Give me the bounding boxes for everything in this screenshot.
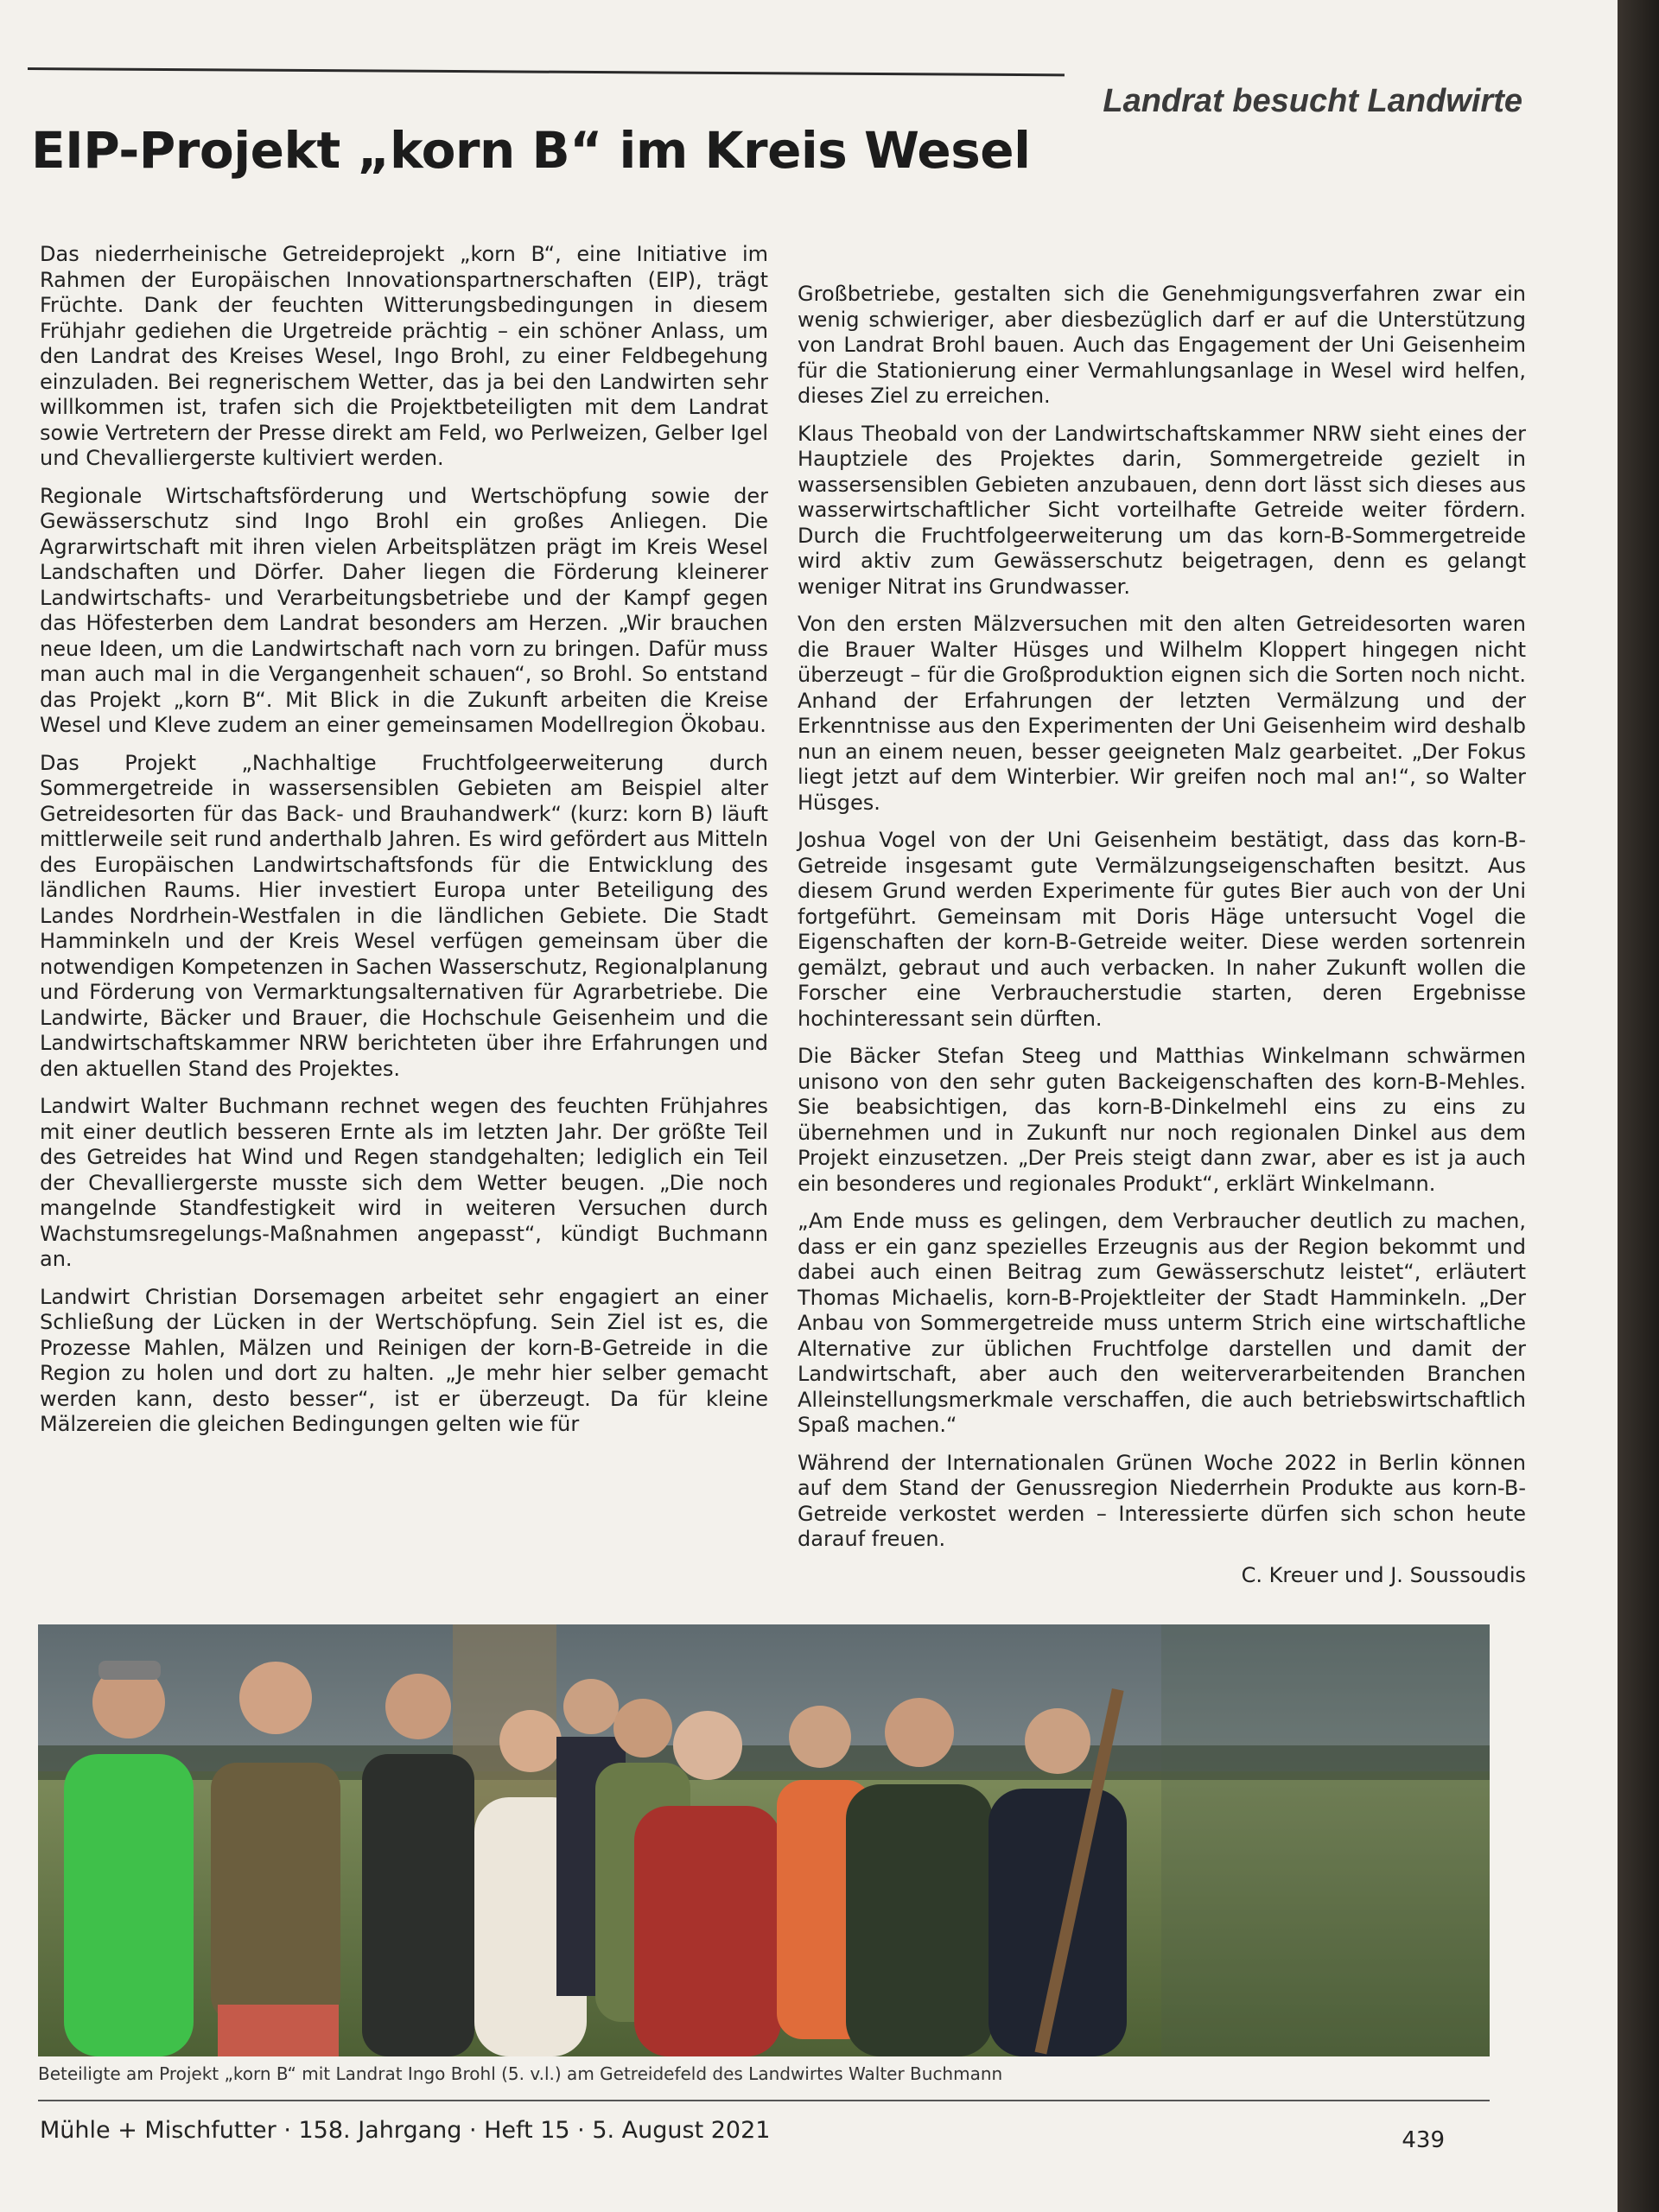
top-rule — [28, 67, 1065, 76]
paragraph: Regionale Wirtschaftsförderung und Wertschöpfung sowie der Gewässerschutz sind Ingo Brohl ein großes Anliegen. Die Agrarwirtschaft mit ihren vielen Arbeitsplätzen prägt im Kreis Wesel Landschaften und Dörfer. Daher liegen die Förderung kleinerer Landwirtschafts- und Verarbeitungsbetriebe und der Kampf gegen das Höfesterben dem Landrat besonders am Herzen. „Wir brauchen neue Ideen, um die Landwirtschaft nach vorn zu bringen. Dafür muss man auch mal in die Vergangenheit schauen“, so Brohl. So entstand das Projekt „korn B“. Mit Blick in die Zukunft arbeiten die Kreise Wesel und Kleve zudem an einer gemeinsamen Modellregion Ökobau. — [40, 483, 768, 737]
footer-rule — [38, 2100, 1490, 2101]
paragraph: Das niederrheinische Getreideprojekt „korn B“, eine Initiative im Rahmen der Europäischen Innovationspartnerschaften (EIP), trägt Früchte. Dank der feuchten Witterungsbedingungen in diesem Frühjahr gediehen die Urgetreide prächtig – ein schöner Anlass, um den Landrat des Kreises Wesel, Ingo Brohl, zu einer Feldbegehung einzuladen. Bei regnerischem Wetter, das ja bei den Landwirten sehr willkommen ist, trafen sich die Projektbeteiligten mit dem Landrat sowie Vertretern der Presse direkt am Feld, wo Perlweizen, Gelber Igel und Chevalliergerste kultiviert werden. — [40, 242, 768, 470]
paragraph: Landwirt Christian Dorsemagen arbeitet sehr engagiert an einer Schließung der Lücken in der Wertschöpfung. Sein Ziel ist es, die Prozesse Mahlen, Mälzen und Reinigen der korn-B-Getreide in die Region zu holen und dort zu halten. „Je mehr hier selber gemacht werden kann, desto besser“, ist er überzeugt. Da für kleine Mälzereien die gleichen Bedingungen gelten wie für — [40, 1284, 768, 1436]
page-edge-shadow — [1618, 0, 1659, 2212]
publication-info: Mühle + Mischfutter · 158. Jahrgang · Heft 15 · 5. August 2021 — [40, 2117, 771, 2144]
article-headline: EIP-Projekt „korn B“ im Kreis Wesel — [31, 121, 1031, 180]
author-byline: C. Kreuer und J. Soussoudis — [1241, 1562, 1526, 1587]
paragraph: Das Projekt „Nachhaltige Fruchtfolgeerweiterung durch Sommergetreide in wassersensiblen Gebieten am Beispiel alter Getreidesorten für das Back- und Brauhandwerk“ (kurz: korn B) läuft mittlerweile seit rund anderthalb Jahren. Es wird gefördert aus Mitteln des Europäischen Landwirtschaftsfonds für die Entwicklung des ländlichen Raums. Hier investiert Europa unter Beteiligung des Landes Nordrhein-Westfalen in die ländlichen Gebiete. Die Stadt Hamminkeln und der Kreis Wesel verfügen gemeinsam über die notwendigen Kompetenzen in Sachen Wasserschutz, Regionalplanung und Förderung von Vermarktungsalternativen für Agrarbetriebe. Die Landwirte, Bäcker und Brauer, die Hochschule Geisenheim und die Landwirtschaftskammer NRW berichteten über ihre Erfahrungen und den aktuellen Stand des Projektes. — [40, 750, 768, 1081]
article-column-left — [40, 242, 768, 1573]
paragraph: Großbetriebe, gestalten sich die Genehmigungsverfahren zwar ein wenig schwieriger, aber diesbezüglich darf er auf die Unterstützung von Landrat Brohl bauen. Auch das Engagement der Uni Geisenheim für die Stationierung einer Vermahlungsanlage in Wesel wird helfen, dieses Ziel zu erreichen. — [798, 282, 1526, 408]
paragraph: Landwirt Walter Buchmann rechnet wegen des feuchten Frühjahres mit einer deutlich besseren Ernte als im letzten Jahr. Der größte Teil des Getreides hat Wind und Regen standgehalten; lediglich ein Teil der Chevalliergerste musste sich dem Wetter beugen. „Die noch mangelnde Standfestigkeit wird in weiteren Versuchen durch Wachstumsregelungs-Maßnahmen angepasst“, kündigt Buchmann an. — [40, 1094, 768, 1271]
article-body — [40, 242, 1526, 1587]
paragraph: Joshua Vogel von der Uni Geisenheim bestätigt, dass das korn-B-Getreide insgesamt gute Vermälzungseigenschaften besitzt. Aus diesem Grund werden Experimente für gutes Bier auch von der Uni fortgeführt. Gemeinsam mit Doris Häge untersucht Vogel die Eigenschaften der korn-B-Getreide weiter. Diese werden sortenrein gemälzt, gebraut und auch verbacken. In naher Zukunft wollen die Forscher eine Verbraucherstudie starten, deren Ergebnisse hochinteressant sein dürften. — [798, 828, 1526, 1031]
paragraph: Die Bäcker Stefan Steeg und Matthias Winkelmann schwärmen unisono von den sehr guten Backeigenschaften des korn-B-Mehles. Sie beabsichtigen, das korn-B-Dinkelmehl eins zu eins zu übernehmen und in Zukunft nur noch regionalen Dinkel aus dem Projekt einzusetzen. „Der Preis steigt dann zwar, aber es ist ja auch ein besonderes und regionales Produkt“, erklärt Winkelmann. — [798, 1044, 1526, 1196]
page-number: 439 — [1402, 2127, 1445, 2153]
photo-caption: Beteiligte am Projekt „korn B“ mit Landrat Ingo Brohl (5. v.l.) am Getreidefeld des Landwirtes Walter Buchmann — [38, 2063, 1003, 2084]
article-column-right — [798, 242, 1526, 1587]
paragraph: Von den ersten Mälzversuchen mit den alten Getreidesorten waren die Brauer Walter Hüsges und Wilhelm Kloppert hingegen nicht überzeugt – für die Großproduktion eignen sich die Sorten noch nicht. Anhand der Erfahrungen der letzten Vermälzung und der Erkenntnisse aus den Experimenten der Uni Geisenheim wird deshalb nun an einem neuen, besser geeigneten Malz gearbeitet. „Der Fokus liegt jetzt auf dem Winterbier. Wir greifen noch mal an!“, so Walter Hüsges. — [798, 612, 1526, 815]
group-photo — [38, 1624, 1490, 2056]
paragraph: Klaus Theobald von der Landwirtschaftskammer NRW sieht eines der Hauptziele des Projektes darin, Sommergetreide gezielt in wassersensiblen Gebieten anzubauen, denn dort lässt sich dieses aus wasserwirtschaftlicher Sicht vorteilhafte Getreide weiter fördern. Durch die Fruchtfolgeerweiterung um das korn-B-Sommergetreide wird aktiv zum Gewässerschutz beigetragen, denn es gelangt weniger Nitrat ins Grundwasser. — [798, 421, 1526, 599]
paragraph: „Am Ende muss es gelingen, dem Verbraucher deutlich zu machen, dass er ein ganz spezielles Erzeugnis aus der Region bekommt und dabei auch einen Beitrag zum Gewässerschutz leistet“, erläutert Thomas Michaelis, korn-B-Projektleiter der Stadt Hamminkeln. „Der Anbau von Sommergetreide muss unterm Strich eine wirtschaftliche Alternative zur üblichen Fruchtfolge darstellen und damit der Landwirtschaft, aber auch den weiterverarbeitenden Branchen Alleinstellungsmerkmale verschaffen, die auch betriebswirtschaftlich Spaß machen.“ — [798, 1209, 1526, 1437]
paragraph: Während der Internationalen Grünen Woche 2022 in Berlin können auf dem Stand der Genussregion Niederrhein Produkte aus korn-B-Getreide verkostet werden – Interessierte dürfen sich schon heute darauf freuen. — [798, 1450, 1526, 1551]
section-title: Landrat besucht Landwirte — [1103, 83, 1522, 119]
